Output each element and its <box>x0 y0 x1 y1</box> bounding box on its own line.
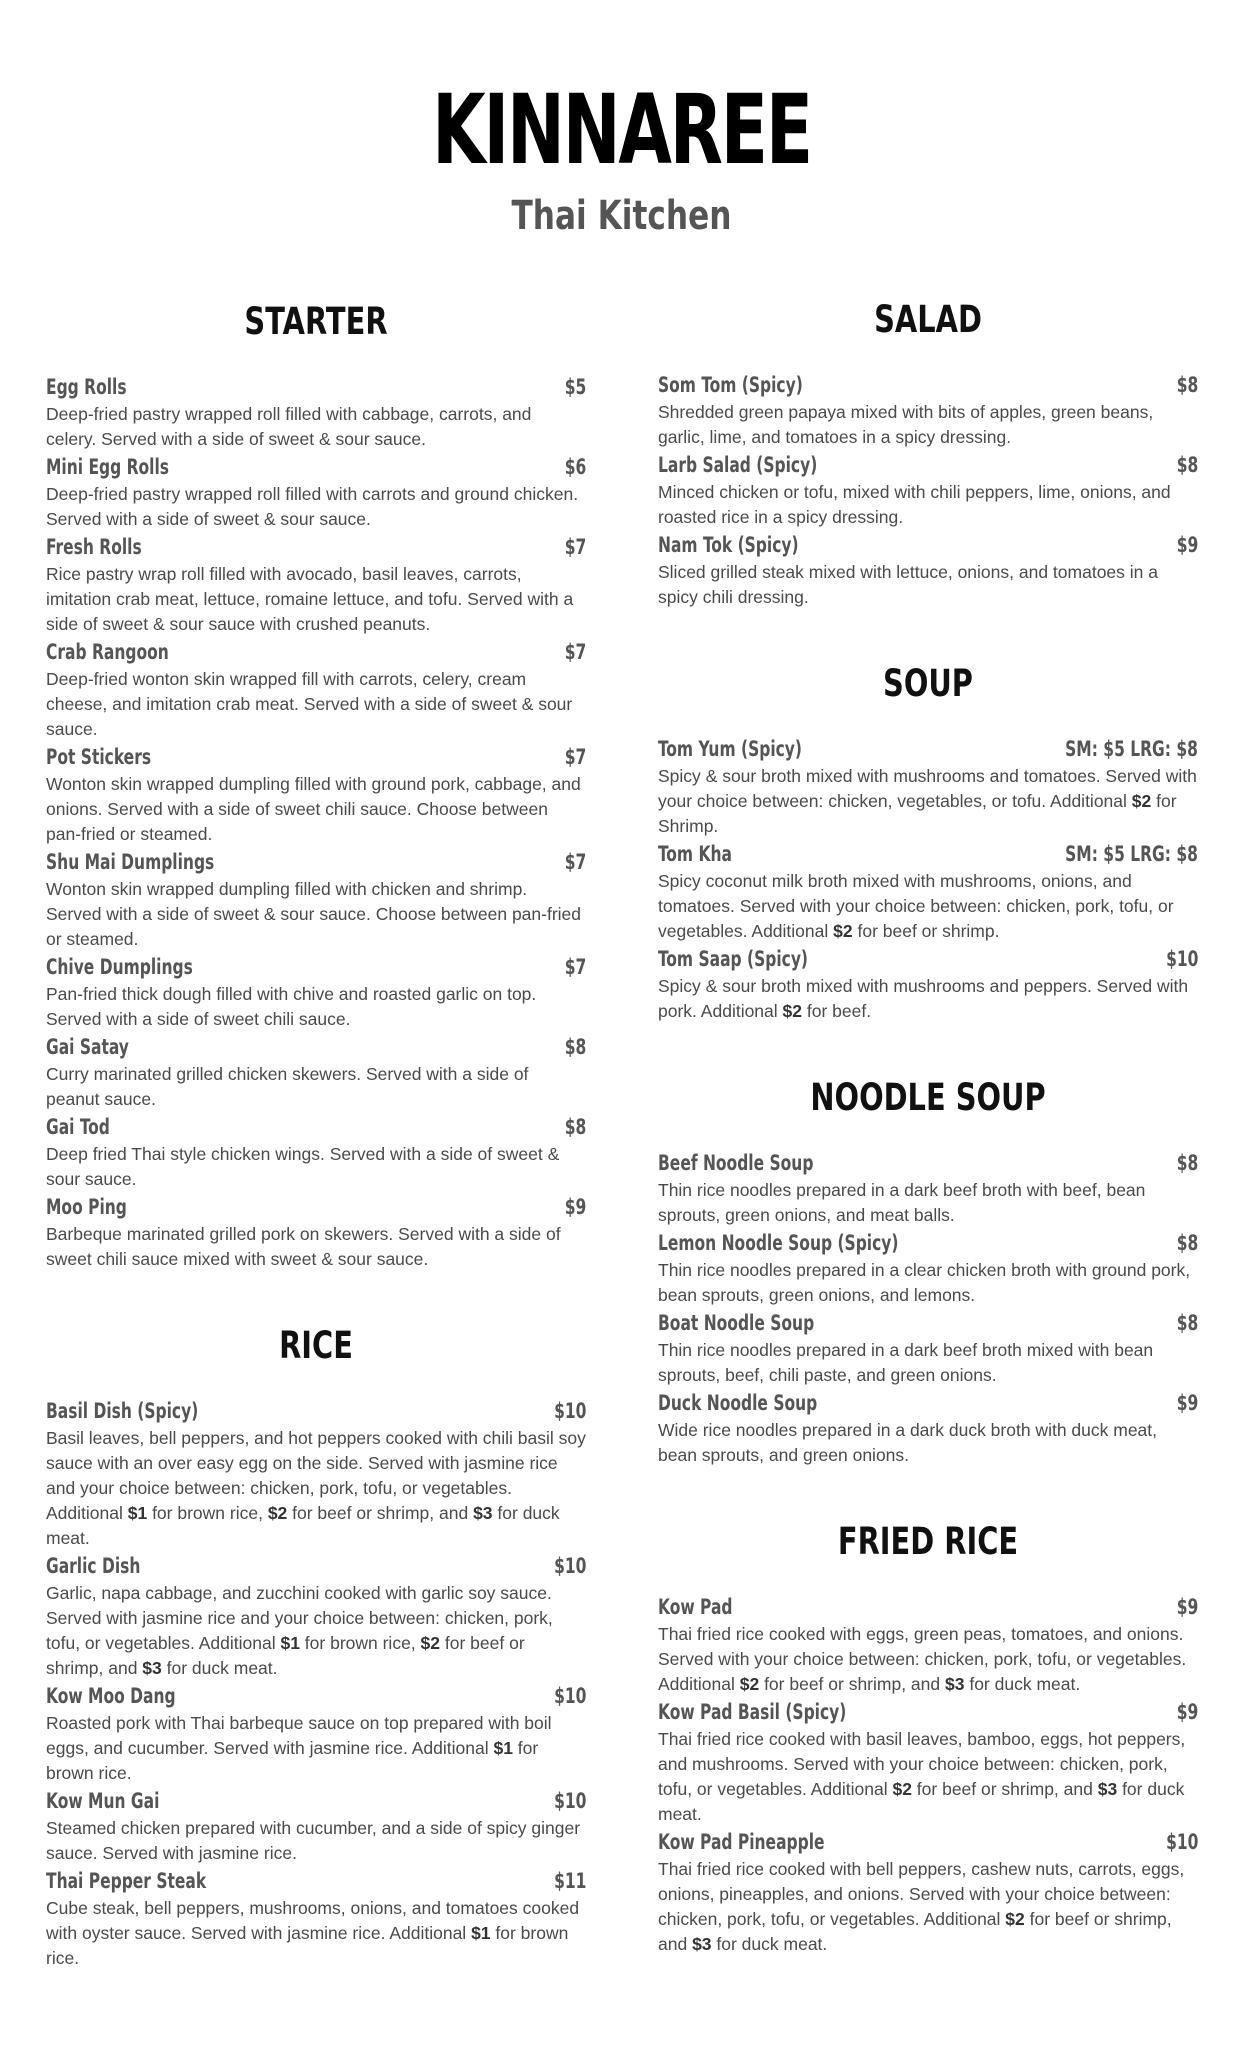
menu-item-price: $10 <box>1165 947 1198 971</box>
menu-item-price: $6 <box>564 455 586 479</box>
menu-column-left <box>46 296 586 1971</box>
menu-item-price: $7 <box>564 640 586 664</box>
menu-item-list <box>658 734 1198 1024</box>
menu-item-header <box>46 742 586 772</box>
menu-item-name: Boat Noodle Soup <box>658 1311 815 1335</box>
menu-item-price: $10 <box>1165 1830 1198 1854</box>
menu-item-header <box>658 1827 1198 1857</box>
menu-item-header <box>658 944 1198 974</box>
menu-item-description: Deep fried Thai style chicken wings. Served with a side of sweet & sour sauce. <box>46 1144 560 1189</box>
menu-item-header <box>658 1697 1198 1727</box>
menu-item <box>658 1228 1198 1308</box>
menu-item-list <box>658 370 1198 610</box>
menu-item-price: $8 <box>1176 1231 1198 1255</box>
menu-item-description: Pan-fried thick dough filled with chive and roasted garlic on top. Served with a side of sweet chili sauce. <box>46 984 537 1029</box>
menu-item-header <box>46 847 586 877</box>
menu-item <box>46 1032 586 1112</box>
menu-item <box>658 1592 1198 1697</box>
menu-item-name: Crab Rangoon <box>46 640 169 664</box>
menu-item-price: $7 <box>564 850 586 874</box>
menu-item <box>658 370 1198 450</box>
menu-item-header <box>658 1308 1198 1338</box>
menu-item-name: Som Tom (Spicy) <box>658 373 803 397</box>
menu-item-name: Gai Tod <box>46 1115 110 1139</box>
menu-section-fried-rice <box>658 1516 1198 1957</box>
menu-item-header <box>658 1388 1198 1418</box>
menu-item-name: Moo Ping <box>46 1195 127 1219</box>
menu-item-list <box>658 1592 1198 1957</box>
menu-item <box>46 847 586 952</box>
menu-item <box>658 1148 1198 1228</box>
menu-item <box>658 1827 1198 1957</box>
menu-item-price: $7 <box>564 745 586 769</box>
menu-item-header <box>46 452 586 482</box>
menu-item-name: Kow Mun Gai <box>46 1789 160 1813</box>
menu-item-price: $8 <box>1176 1311 1198 1335</box>
menu-item-name: Egg Rolls <box>46 375 127 399</box>
menu-item-description: Thai fried rice cooked with bell peppers, cashew nuts, carrots, eggs, onions, pineapples, and onions. Served with your choice between: chicken, pork, tofu, or vegetables. Additional $2 for beef or shrimp, and $3 for duck meat. <box>658 1859 1185 1954</box>
menu-item <box>46 1681 586 1786</box>
menu-item-list <box>46 372 586 1272</box>
menu-item-description: Deep-fried wonton skin wrapped fill with carrots, celery, cream cheese, and imitation crab meat. Served with a side of sweet & sour sauce. <box>46 669 573 739</box>
menu-item-price: $9 <box>564 1195 586 1219</box>
menu-item-description: Garlic, napa cabbage, and zucchini cooked with garlic soy sauce. Served with jasmine rice and your choice between: chicken, pork, tofu, or vegetables. Additional $1 for brown rice, $2 for beef or shrimp, and $3 for duck meat. <box>46 1583 553 1678</box>
menu-item-name: Kow Pad Basil (Spicy) <box>658 1700 847 1724</box>
menu-item-header <box>46 1681 586 1711</box>
menu-section-starter <box>46 296 586 1272</box>
menu-item-price: $8 <box>1176 373 1198 397</box>
menu-item-header <box>658 1228 1198 1258</box>
menu-item-header <box>46 532 586 562</box>
menu-item-header <box>658 1592 1198 1622</box>
menu-item-header <box>658 530 1198 560</box>
menu-item <box>46 1112 586 1192</box>
menu-item-name: Kow Pad <box>658 1595 733 1619</box>
menu-item <box>658 530 1198 610</box>
menu-item-name: Basil Dish (Spicy) <box>46 1399 199 1423</box>
menu-item-description: Wide rice noodles prepared in a dark duck broth with duck meat, bean sprouts, and green onions. <box>658 1420 1158 1465</box>
menu-item-header <box>46 1551 586 1581</box>
menu-item-header <box>46 1396 586 1426</box>
menu-item-price: $11 <box>553 1869 586 1893</box>
menu-item-price: SM: $5 LRG: $8 <box>1065 737 1198 761</box>
menu-item-description: Spicy & sour broth mixed with mushrooms and tomatoes. Served with your choice between: chicken, vegetables, or tofu. Additional $2 for Shrimp. <box>658 766 1197 836</box>
menu-item-name: Fresh Rolls <box>46 535 142 559</box>
menu-item-description: Barbeque marinated grilled pork on skewers. Served with a side of sweet chili sauce mixed with sweet & sour sauce. <box>46 1224 561 1269</box>
section-title: FRIED RICE <box>837 1520 1019 1563</box>
menu-item-header <box>46 1866 586 1896</box>
menu-item <box>46 952 586 1032</box>
menu-item-price: $10 <box>553 1789 586 1813</box>
menu-item-name: Gai Satay <box>46 1035 129 1059</box>
menu-item <box>658 734 1198 839</box>
menu-item-name: Kow Moo Dang <box>46 1684 176 1708</box>
menu-item-name: Nam Tok (Spicy) <box>658 533 799 557</box>
menu-item-description: Spicy coconut milk broth mixed with mushrooms, onions, and tomatoes. Served with your choice between: chicken, pork, tofu, or vegetables. Additional $2 for beef or shrimp. <box>658 871 1174 941</box>
menu-item <box>46 1866 586 1971</box>
menu-item <box>658 1308 1198 1388</box>
menu-item-price: $9 <box>1176 533 1198 557</box>
restaurant-subtitle: Thai Kitchen <box>511 193 732 239</box>
menu-item <box>46 532 586 637</box>
menu-item-description: Thin rice noodles prepared in a dark beef broth with beef, bean sprouts, green onions, and meat balls. <box>658 1180 1146 1225</box>
menu-item-name: Chive Dumplings <box>46 955 193 979</box>
menu-item-header <box>46 1032 586 1062</box>
menu-item-header <box>658 839 1198 869</box>
menu-item-description: Roasted pork with Thai barbeque sauce on top prepared with boil eggs, and cucumber. Served with jasmine rice. Additional $1 for brown rice. <box>46 1713 552 1783</box>
menu-item-description: Spicy & sour broth mixed with mushrooms and peppers. Served with pork. Additional $2 for beef. <box>658 976 1189 1021</box>
menu-item-description: Thai fried rice cooked with eggs, green peas, tomatoes, and onions. Served with your choice between: chicken, pork, tofu, or vegetables. Additional $2 for beef or shrimp, and $3 for duck meat. <box>658 1624 1187 1694</box>
menu-item <box>658 839 1198 944</box>
menu-item-header <box>658 370 1198 400</box>
menu-item-header <box>46 952 586 982</box>
menu-item-price: SM: $5 LRG: $8 <box>1065 842 1198 866</box>
menu-item-description: Thin rice noodles prepared in a clear chicken broth with ground pork, bean sprouts, green onions, and lemons. <box>658 1260 1191 1305</box>
menu-item-list <box>658 1148 1198 1468</box>
section-title: RICE <box>279 1324 353 1367</box>
menu-item-description: Wonton skin wrapped dumpling filled with chicken and shrimp. Served with a side of sweet & sour sauce. Choose between pan-fried or steamed. <box>46 879 582 949</box>
menu-item-description: Thin rice noodles prepared in a dark beef broth mixed with bean sprouts, beef, chili paste, and green onions. <box>658 1340 1154 1385</box>
menu-item-price: $10 <box>553 1399 586 1423</box>
section-title: STARTER <box>244 300 388 343</box>
menu-item <box>46 372 586 452</box>
menu-item-header <box>46 1786 586 1816</box>
menu-item-header <box>658 734 1198 764</box>
menu-item <box>658 1697 1198 1827</box>
menu-item-name: Thai Pepper Steak <box>46 1869 207 1893</box>
menu-item-price: $8 <box>1176 453 1198 477</box>
menu-item-price: $7 <box>564 955 586 979</box>
restaurant-name: KINNAREE <box>432 74 811 186</box>
menu-item-price: $9 <box>1176 1391 1198 1415</box>
menu-item-header <box>658 1148 1198 1178</box>
menu-item-price: $5 <box>564 375 586 399</box>
menu-item-description: Basil leaves, bell peppers, and hot peppers cooked with chili basil soy sauce with an over easy egg on the side. Served with jasmine rice and your choice between: chicken, pork, tofu, or vegetables. Additional $1 for brown rice, $2 for beef or shrimp, and $3 for duck meat. <box>46 1428 586 1548</box>
menu-item-name: Tom Kha <box>658 842 732 866</box>
menu-item-description: Curry marinated grilled chicken skewers. Served with a side of peanut sauce. <box>46 1064 529 1109</box>
menu-item-name: Tom Saap (Spicy) <box>658 947 808 971</box>
menu-item <box>46 1192 586 1272</box>
menu-item-description: Sliced grilled steak mixed with lettuce, onions, and tomatoes in a spicy chili dressing. <box>658 562 1158 607</box>
menu-item-header <box>46 637 586 667</box>
menu-item-price: $9 <box>1176 1700 1198 1724</box>
menu-item-description: Shredded green papaya mixed with bits of apples, green beans, garlic, lime, and tomatoes in a spicy dressing. <box>658 402 1154 447</box>
menu-item <box>46 452 586 532</box>
menu-item-price: $8 <box>564 1115 586 1139</box>
menu-item <box>46 1396 586 1551</box>
menu-section-rice <box>46 1320 586 1971</box>
menu-item-header <box>46 372 586 402</box>
menu-item-price: $8 <box>1176 1151 1198 1175</box>
menu-item <box>658 1388 1198 1468</box>
menu-section-soup <box>658 658 1198 1024</box>
section-title: SOUP <box>883 662 973 705</box>
menu-item-name: Tom Yum (Spicy) <box>658 737 802 761</box>
menu-item-price: $10 <box>553 1554 586 1578</box>
menu-item-description: Cube steak, bell peppers, mushrooms, onions, and tomatoes cooked with oyster sauce. Served with jasmine rice. Additional $1 for brown rice. <box>46 1898 580 1968</box>
menu-item <box>658 450 1198 530</box>
menu-item <box>46 637 586 742</box>
menu-item-description: Steamed chicken prepared with cucumber, and a side of spicy ginger sauce. Served with jasmine rice. <box>46 1818 581 1863</box>
menu-item-price: $7 <box>564 535 586 559</box>
menu-item-description: Deep-fried pastry wrapped roll filled with carrots and ground chicken. Served with a side of sweet & sour sauce. <box>46 484 579 529</box>
menu-item <box>46 742 586 847</box>
menu-item-header <box>46 1192 586 1222</box>
menu-item-price: $9 <box>1176 1595 1198 1619</box>
menu-item-price: $10 <box>553 1684 586 1708</box>
menu-item <box>46 1786 586 1866</box>
menu-item-header <box>658 450 1198 480</box>
section-title: NOODLE SOUP <box>810 1076 1046 1119</box>
menu-section-noodle-soup <box>658 1072 1198 1468</box>
menu-item-description: Thai fried rice cooked with basil leaves, bamboo, eggs, hot peppers, and mushrooms. Served with your choice between: chicken, pork, tofu, or vegetables. Additional $2 for beef or shrimp, and $3 for duck meat. <box>658 1729 1186 1824</box>
menu-item-name: Beef Noodle Soup <box>658 1151 814 1175</box>
menu-item-name: Lemon Noodle Soup (Spicy) <box>658 1231 899 1255</box>
menu-item <box>46 1551 586 1681</box>
menu-item-description: Rice pastry wrap roll filled with avocado, basil leaves, carrots, imitation crab meat, lettuce, romaine lettuce, and tofu. Served with a side of sweet & sour sauce with crushed peanuts. <box>46 564 574 634</box>
menu-column-right <box>658 294 1198 1957</box>
menu-item-name: Kow Pad Pineapple <box>658 1830 825 1854</box>
section-title: SALAD <box>874 298 982 341</box>
menu-item-list <box>46 1396 586 1971</box>
menu-item-description: Minced chicken or tofu, mixed with chili peppers, lime, onions, and roasted rice in a spicy dressing. <box>658 482 1171 527</box>
menu-item-description: Wonton skin wrapped dumpling filled with ground pork, cabbage, and onions. Served with a side of sweet chili sauce. Choose between pan-fried or steamed. <box>46 774 581 844</box>
menu-item-name: Pot Stickers <box>46 745 152 769</box>
menu-item <box>658 944 1198 1024</box>
menu-item-description: Deep-fried pastry wrapped roll filled with cabbage, carrots, and celery. Served with a side of sweet & sour sauce. <box>46 404 532 449</box>
menu-item-name: Duck Noodle Soup <box>658 1391 818 1415</box>
menu-item-name: Mini Egg Rolls <box>46 455 170 479</box>
menu-item-name: Larb Salad (Spicy) <box>658 453 818 477</box>
menu-section-salad <box>658 294 1198 610</box>
menu-item-name: Shu Mai Dumplings <box>46 850 215 874</box>
menu-item-price: $8 <box>564 1035 586 1059</box>
menu-item-header <box>46 1112 586 1142</box>
menu-item-name: Garlic Dish <box>46 1554 141 1578</box>
